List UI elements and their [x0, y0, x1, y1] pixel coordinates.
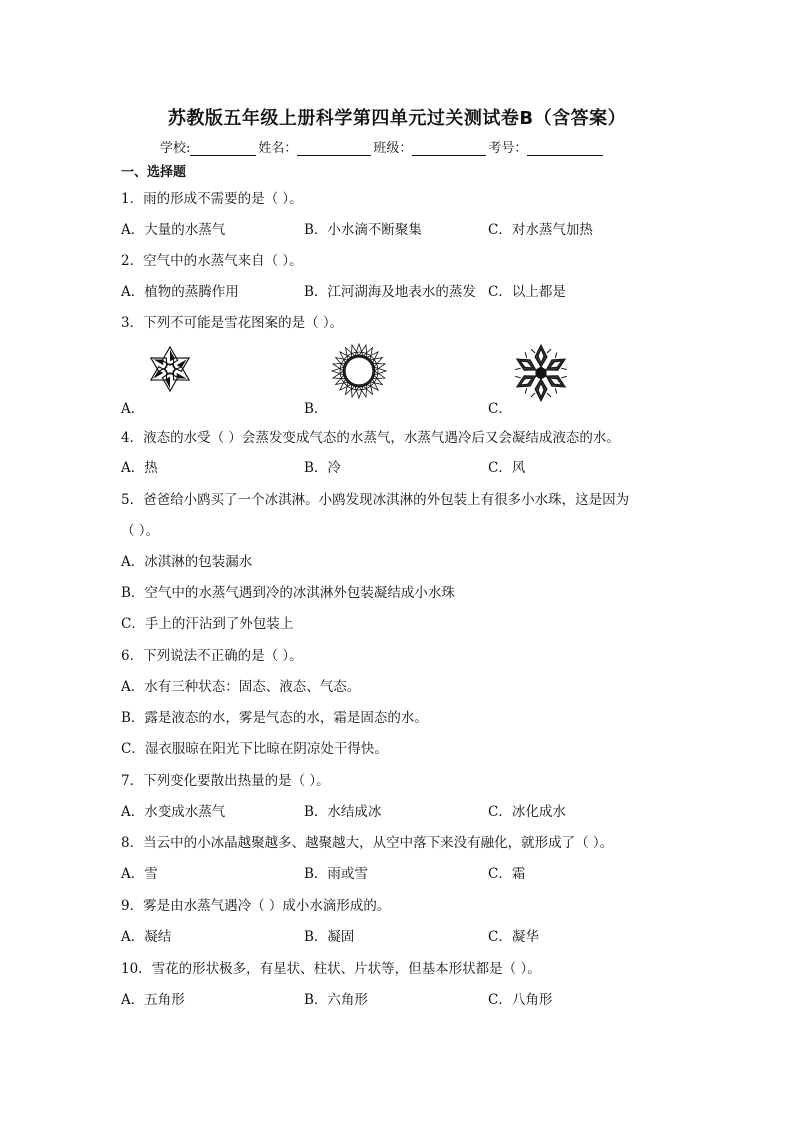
question-stem-4: 4．液态的水受（ ）会蒸发变成气态的水蒸气，水蒸气遇冷后又会凝结成液态的水。 [121, 430, 620, 446]
name-label: 姓名： [258, 141, 298, 156]
question-7-option-a[interactable]: A．水变成水蒸气 [121, 804, 226, 820]
question-9-option-b[interactable]: B．凝固 [304, 929, 355, 945]
page-title: 苏教版五年级上册科学第四单元过关测试卷B（含答案） [167, 108, 627, 129]
starburst-pattern-icon [330, 343, 388, 399]
question-8-option-a[interactable]: A．雪 [121, 866, 158, 882]
school-blank[interactable] [190, 141, 256, 156]
question-7-option-b[interactable]: B．水结成冰 [304, 804, 382, 820]
class-label: 班级： [373, 141, 413, 156]
question-2-option-b[interactable]: B．江河湖海及地表水的蒸发 [304, 284, 476, 300]
question-7-option-c[interactable]: C．冰化成水 [488, 804, 566, 820]
section-heading: 一、选择题 [121, 165, 187, 180]
flower-snowflake-icon [146, 343, 194, 395]
question-10-option-a[interactable]: A．五角形 [121, 992, 185, 1008]
question-9-option-a[interactable]: A．凝结 [121, 929, 172, 945]
six-point-snowflake-icon [512, 343, 570, 403]
question-2-option-a[interactable]: A．植物的蒸腾作用 [121, 284, 239, 300]
question-9-option-c[interactable]: C．凝华 [488, 929, 539, 945]
question-4-option-b[interactable]: B．冷 [304, 460, 341, 476]
question-stem-6: 6．下列说法不正确的是（ ）。 [121, 648, 303, 664]
question-5-option-c[interactable]: C．手上的汗沾到了外包装上 [121, 616, 294, 632]
class-blank[interactable] [412, 141, 486, 156]
name-blank[interactable] [297, 141, 371, 156]
question-1-option-b[interactable]: B．小水滴不断聚集 [304, 222, 422, 238]
question-5-option-a[interactable]: A．冰淇淋的包装漏水 [121, 554, 253, 570]
question-3-option-b[interactable]: B． [304, 401, 328, 417]
question-stem-2: 2．空气中的水蒸气来自（ ）。 [121, 253, 303, 269]
question-stem-3: 3．下列不可能是雪花图案的是（ ）。 [121, 315, 344, 331]
number-label: 考号： [488, 141, 528, 156]
school-label: 学校: [160, 141, 191, 156]
question-stem-5: 5．爸爸给小鸥买了一个冰淇淋。小鸥发现冰淇淋的外包装上有很多小水珠，这是因为 [121, 492, 630, 508]
question-1-option-a[interactable]: A．大量的水蒸气 [121, 222, 226, 238]
student-info-line [160, 137, 605, 156]
question-3-option-c[interactable]: C． [488, 401, 512, 417]
question-stem-1: 1．雨的形成不需要的是（ ）。 [121, 191, 303, 207]
question-8-option-c[interactable]: C．霜 [488, 866, 526, 882]
question-6-option-b[interactable]: B．露是液态的水，雾是气态的水，霜是固态的水。 [121, 710, 428, 726]
question-5-option-b[interactable]: B．空气中的水蒸气遇到冷的冰淇淋外包装凝结成小水珠 [121, 585, 455, 601]
question-6-option-c[interactable]: C．湿衣服晾在阳光下比晾在阴凉处干得快。 [121, 741, 388, 757]
question-stem-10: 10．雪花的形状极多，有星状、柱状、片状等，但基本形状都是（ ）。 [121, 961, 541, 977]
question-10-option-b[interactable]: B．六角形 [304, 992, 368, 1008]
question-stem-5-continued: （ ）。 [121, 523, 160, 539]
question-8-option-b[interactable]: B．雨或雪 [304, 866, 368, 882]
question-6-option-a[interactable]: A．水有三种状态：固态、液态、气态。 [121, 679, 361, 695]
question-4-option-a[interactable]: A．热 [121, 460, 158, 476]
number-blank[interactable] [527, 141, 603, 156]
question-stem-8: 8．当云中的小冰晶越聚越多、越聚越大，从空中落下来没有融化，就形成了（ ）。 [121, 835, 614, 851]
question-10-option-c[interactable]: C．八角形 [488, 992, 553, 1008]
question-3-option-a[interactable]: A． [121, 401, 145, 417]
question-stem-9: 9．雾是由水蒸气遇冷（ ）成小水滴形成的。 [121, 898, 391, 914]
question-2-option-c[interactable]: C．以上都是 [488, 284, 566, 300]
question-4-option-c[interactable]: C．风 [488, 460, 526, 476]
question-stem-7: 7．下列变化要散出热量的是（ ）。 [121, 773, 330, 789]
question-1-option-c[interactable]: C．对水蒸气加热 [488, 222, 593, 238]
